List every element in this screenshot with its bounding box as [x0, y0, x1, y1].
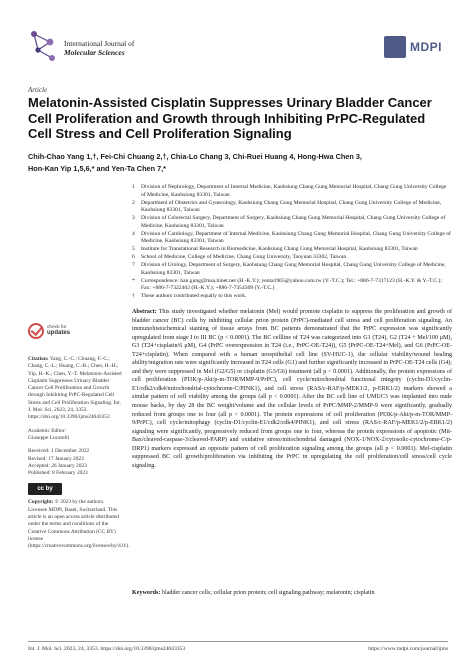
affiliation-number: 5 [132, 246, 135, 253]
affiliations [132, 184, 452, 301]
academic-editor [28, 428, 124, 443]
citation-label: Citation: [28, 356, 49, 362]
mdpi-logo [384, 36, 448, 58]
dates-block [28, 448, 124, 477]
affiliation-text: Department of Obstetrics and Gynecology, Kaohsiung Chang Gung Memorial Hospital, Chang Gung University College of Medicine, Kaohsiung 83301, Taiwan [141, 199, 442, 214]
affiliation-text: These authors contributed equally to this work. [141, 293, 247, 300]
keywords-text: bladder cancer cells; cellular prion protein; cell signaling pathway; melatonin; cisplatin [161, 590, 375, 596]
affiliation-number: 7 [132, 262, 135, 269]
abstract [132, 308, 452, 470]
affiliation-number: 3 [132, 215, 135, 222]
mdpi-logo-mark-icon [384, 36, 406, 58]
affiliation-number: 2 [132, 199, 135, 206]
cc-license-badge[interactable]: cc by [28, 483, 62, 495]
affiliation-item [132, 254, 452, 262]
affiliation-item [132, 278, 452, 293]
journal-header [28, 30, 448, 70]
affiliation-number: 4 [132, 230, 135, 237]
author-list [28, 151, 448, 174]
check-updates-label-1: check for [47, 325, 67, 330]
author-line-1: Chih-Chao Yang 1,†, Fei-Chi Chuang 2,†, Chia-Lo Chang 3, Chi-Ruei Huang 4, Hong-Hwa Chen 3, [28, 152, 362, 161]
affiliation-text: Division of Colorectal Surgery, Department of Surgery, Kaohsiung Chang Gung Memorial Hospital, Chang Gung University College of Medicine, Kaohsiung 83301, Taiwan [141, 215, 446, 229]
check-for-updates-button[interactable] [28, 322, 72, 348]
footer-citation: Int. J. Mol. Sci. 2023, 24, 3353. https://doi.org/10.3390/ijms24043353 [28, 646, 186, 652]
citation-text: Yang, C.-C.; Chuang, F.-C.; Chang, C.-L.; Huang, C.-R.; Chen, H.-H.; Yip, H.-K.; Chen, Y.-T. Melatonin-Assisted Cisplatin Suppresses Urinary Bladder Cancer Cell Proliferation and Growth through Inhibiting PrPC-Regulated Cell Stress and Cell Proliferation Signaling. Int. J. Mol. Sci. 2023, 24, 3353. https://doi.org/10.3390/ijms24043353 [28, 356, 122, 421]
academic-editor-label: Academic Editor: [28, 427, 67, 434]
copyright-text: © 2023 by the authors. Licensee MDPI, Basel, Switzerland. This article is an open access article distributed under the terms and conditions of the Creative Commons Attribution (CC BY) license (https://creativecommons.org/licenses/by/4.0/). [28, 499, 130, 550]
journal-name [64, 39, 134, 57]
affiliation-number: 6 [132, 254, 135, 261]
affiliation-text: Division of Cardiology, Department of Internal Medicine, Kaohsiung Chang Gung Memorial Hospital, Chang Gung University College of Medicine, Kaohsiung 83301, Taiwan [141, 230, 451, 245]
affiliation-text: Correspondence: han.gung@msa.hinet.net (H.-K.Y.); yenta1965@yahoo.com.tw (Y.-T.C.); Tel.: +886-7-7317123 (H.-K.Y. & Y.-T.C.); Fax: +886-7-7322402 (H.-K.Y.); +886-7-7354309 (Y.-T.C.) [141, 277, 442, 292]
affiliation-item [132, 262, 452, 277]
keywords-label: Keywords: [132, 590, 161, 596]
affiliation-number: * [132, 277, 135, 284]
check-updates-icon [28, 323, 44, 339]
author-line-2: Hon-Kan Yip 1,5,6,* and Yen-Ta Chen 7,* [28, 163, 166, 173]
keywords [132, 589, 452, 598]
abstract-label: Abstract: [132, 309, 157, 315]
date-received: Received: 1 December 2022 [28, 448, 90, 455]
article-title: Melatonin-Assisted Cisplatin Suppresses Urinary Bladder Cancer Cell Proliferation and Growth through Inhibiting PrPC-Regulated Cell Stress and Cell Proliferation Signaling [28, 95, 432, 141]
journal-name-line2: Molecular Sciences [64, 48, 125, 57]
affiliation-number: 1 [132, 184, 135, 190]
mdpi-logo-text: MDPI [410, 40, 442, 54]
article-sidebar [28, 322, 130, 557]
affiliation-text: Institute for Translational Research in Biomedicine, Kaohsiung Chang Gung Memorial Hospital, Kaohsiung 83301, Taiwan [141, 246, 418, 253]
affiliation-item [132, 246, 452, 254]
journal-logo-icon [28, 30, 58, 64]
date-revised: Revised: 17 January 2023 [28, 455, 84, 462]
date-published: Published: 8 February 2023 [28, 470, 88, 477]
affiliation-text: Division of Nephrology, Department of Internal Medicine, Kaohsiung Chang Gung Memorial Hospital, Chang Gung University College of Medicine, Kaohsiung 83301, Taiwan [141, 184, 447, 198]
footer-journal-link[interactable]: https://www.mdpi.com/journal/ijms [368, 646, 448, 652]
footer-divider [28, 641, 448, 642]
affiliation-item [132, 215, 452, 230]
copyright-label: Copyright: [28, 499, 54, 506]
copyright-block [28, 499, 130, 550]
journal-name-line1: International Journal of [64, 39, 135, 48]
affiliation-number: † [132, 293, 135, 300]
affiliation-item [132, 184, 452, 199]
date-accepted: Accepted: 26 January 2023 [28, 462, 87, 469]
citation-block [28, 356, 124, 422]
affiliation-text: School of Medicine, College of Medicine, Chang Gung University, Taoyuan 33302, Taiwan [141, 254, 347, 261]
article-type: Article [28, 86, 48, 94]
affiliation-item [132, 200, 452, 215]
affiliation-item [132, 293, 452, 301]
abstract-text: This study investigated whether melatonin (Mel) would promote cisplatin to suppress the proliferation and growth of bladder cancer (BC) cells by inhibiting cellular prion protein (PrPC)-mediated cell stress and cell proliferation signaling. An immunohistochemical staining of tissue arrays from BC patients demonstrated that the PrPC expression was significantly upregulated from stage I to III BC (p < 0.0001). The BC cellline of T24 was categorized into G1 (T24), G2 (T24 + Mel/100 μM), G3 (T24+cisplatin/6 μM), G4 (PrPC overexpression in T24 (i.e., PrPC-OE-T24)), G5 (PrPC-OE-T24+Mel), and G6 (PrPC-OE-T24+cisplatin). When compared with a human uroepithelial cell line (SV-HUC-1), the cellular viability/wound healing ability/migration rate were significantly increased in T24 cells (G1) and further significantly increased in PrPC-OE-T24 cells (G4); and they were suppressed in Mel (G2/G5) or cisplatin (G3/G6) treatment (all p < 0.0001). Additionally, the protein expressions of cell proliferation (PI3K/p-Akt/p-m-TOR/MMP-9/PrPC), cell cycle/mitochondrial functional integrity (cyclin-D1/cyclin-E1/cdk2/cdk4/mitochondrial-cytochrome-C/PINK1), and cell stress (RAS/c-RAF/p-MEK1/2, p-ERK1/2) markers showed a similar pattern of cell viability among the groups (all p < 0.0001). After the BC cell line of UMUC3 was implanted into nude mouse backs, by day 28 the BC weight/volume and the cellular levels of PrPC/MMP-2/MMP-9 were significantly, gradually reduced from groups one to four (all p < 0.0001). The protein expressions of cell proliferation (PI3K/p-Akt/p-m-TOR/MMP-9/PrPC), cell cycle/mitophagy (cyclin-D1/cyclin-E1/cdk2/cdk4/PINK1), and cell stress (RAS/c-RAF/p-MEK1/2/p-ERK1/2) signaling were significantly, progressively reduced from groups one to four, whereas the protein expressions of apoptotic (Mit-Bax/cleaved-caspase-3/cleaved-PARP) and oxidative stress/mitochondrial damaged (NOX-1/NOX-2/cytosolic-cytochrome-C/p-DRP1) markers expressed an opposite pattern of cell proliferation signaling among the groups (all p < 0.0001). Mel-cisplatin suppressed BC cell growth/proliferation via inhibiting the PrPC in upregulating the cell proliferation/cell stress/cell cycle signaling. [132, 309, 452, 469]
affiliation-item [132, 231, 452, 246]
affiliation-text: Division of Urology, Department of Surgery, Kaohsiung Chang Gung Memorial Hospital, Chang Gung University College of Medicine, Kaohsiung 83301, Taiwan [141, 262, 446, 276]
check-updates-label-2: updates [47, 330, 71, 336]
academic-editor-name: Giuseppe Lucarelli [28, 434, 70, 441]
